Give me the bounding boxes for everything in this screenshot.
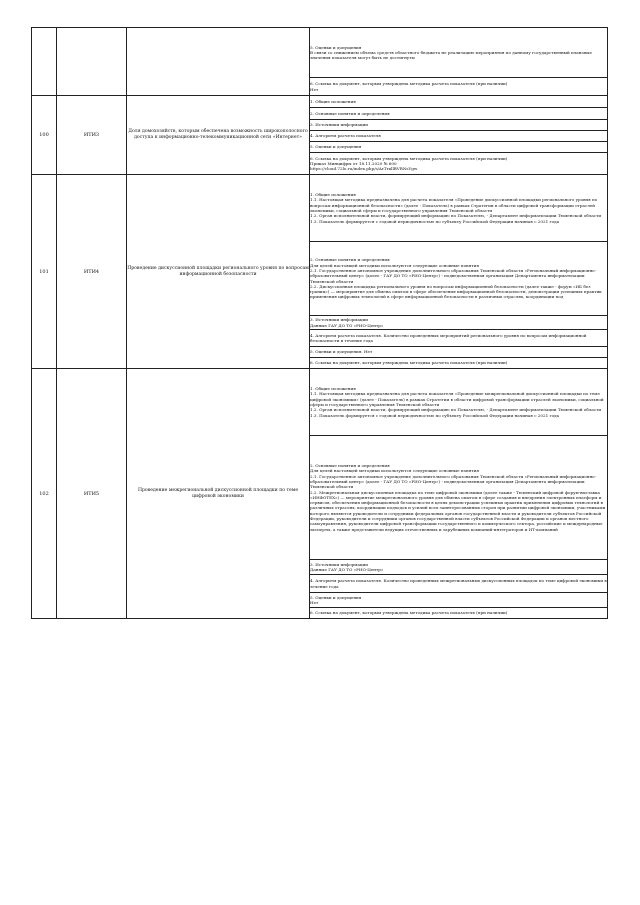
section-text: 4. Алгоритм расчета показателя [310, 133, 381, 139]
section-text: 3. Источники информации [310, 122, 369, 128]
section-text: 5. Оценки и допущения [310, 44, 362, 50]
section-text: 5. Оценки и допущения [310, 594, 362, 600]
row-number [32, 28, 57, 96]
methodology-section [310, 28, 608, 78]
section-text: 4. Алгоритм расчета показателя. Количество проведенных мероприятий регионального уровня по вопросам информационной безопасности в течение года [310, 332, 587, 343]
indicator-methodology-table [31, 27, 608, 619]
methodology-section [310, 242, 608, 316]
section-text: 1.2. Орган исполнительной власти, формирующий информацию по Показателю, - Департамент информатизации Тюменской области [310, 407, 602, 413]
section-text: https://cloud.72lo.ru/index.php/s/ArTrnllBVRNsYgw [310, 166, 418, 172]
section-text: 2. Основные понятия и определения [310, 463, 390, 469]
section-text: 2. Основные понятия и определения [310, 110, 390, 116]
methodology-section [310, 175, 608, 242]
section-text: 2.2. Межрегиональная дискуссионная площадка по теме цифровой экономики (далее также - Тюменский цифровой форум-выставка «ИНФОТЕХ») — мероприятие межрегионального уровня для обмена опытом в сфере создания и внедрения электронных платформ и сервисов, обеспечения информационной безопасности в целях демонстрации успешных практик применения цифровых технологий в различных отраслях, координации подходов и усилий всех заинтересованных сторон при развитии цифровой экономики, участниками которого являются руководители и сотрудники федеральных органов государственной власти и руководители субъектов Российской Федерации, руководители и сотрудники органов государственной власти субъектов Российской Федерации и органов местного самоуправления, руководители цифровой трансформации государственного и коммерческого сектора, российские и международные эксперты, а также представители ведущих отечественных и зарубежных компаний-интеграторов и ИТ-компаний [310, 489, 606, 532]
section-text: 5. Оценки и допущения [310, 144, 362, 150]
table-row [32, 96, 608, 108]
section-text: 1. Общие положения [310, 192, 356, 198]
methodology-section [310, 78, 608, 96]
methodology-section [310, 369, 608, 436]
section-text: 6. Ссылка на документ, которым утверждена методика расчета показателя (при наличии) [310, 360, 508, 366]
methodology-section [310, 347, 608, 358]
indicator-name: Доля домохозяйств, которым обеспечена возможность широкополосного доступа к информационно-телекоммуникационной сети «Интернет» [127, 96, 310, 175]
section-text: 1.1. Настоящая методика предназначена для расчета показателя «Проведение дискуссионной площадки регионального уровня по вопросам информационной безопасности» (далее - Показатель) в рамках Стратегии в области цифровой трансформации отраслей экономики, социальной сферы и государственного управления Тюменской области [310, 197, 598, 213]
section-text: Данные ГАУ ДО ТО «РИО-Центр» [310, 567, 384, 572]
methodology-section [310, 108, 608, 120]
section-text: Данные ГАУ ДО ТО «РИО-Центр» [310, 322, 384, 328]
section-text: 2.2. Дискуссионная площадка регионального уровня по вопросам информационной безопасности (далее также - форум «ИБ без границ») — мероприятие для обмена опытом в сфере обеспечения информационной безопасности, демонстрации успешных практик применения цифровых технологий в сфере информационной безопасности в различных отраслях, координации под [310, 283, 602, 300]
methodology-section [310, 96, 608, 108]
section-text: 6. Ссылка на документ, которым утверждена методика расчета показателя (при наличии) [310, 155, 508, 161]
row-number: 102 [32, 369, 57, 619]
section-text: В связи со снижением объема средств областного бюджета не реализацию мероприятия по данному государственный плановые значения показателя могут быть не достигнуты [310, 49, 592, 61]
indicator-code: ИТИ4 [57, 175, 127, 369]
section-text: 1.3. Показатель формируется с годовой периодичностью по субъекту Российской Федерации начиная с 2021 года [310, 218, 560, 224]
section-text: Нет [310, 600, 319, 605]
section-text: 4. Алгоритм расчета показателя. Количество проведенных межрегиональных дискуссионных площадок по теме цифровой экономики в течение года [310, 578, 607, 589]
methodology-section [310, 142, 608, 153]
indicator-name: Проведение межрегиональной дискуссионной площадки по теме цифровой экономики [127, 369, 310, 619]
section-text: 2.1. Государственное автономное учреждение дополнительного образования Тюменской области «Региональный информационно-образовательный центр» (далее - ГАУ ДО ТО «РИО-Центр») - подведомственная организация Департамента информатизации Тюменской области [310, 473, 597, 490]
methodology-section [310, 358, 608, 369]
row-number: 100 [32, 96, 57, 175]
section-text: Для целей настоящей методики используются следующие основные понятия [310, 468, 479, 474]
methodology-section [310, 120, 608, 131]
table-row [32, 28, 608, 78]
methodology-section [310, 436, 608, 560]
table-row [32, 175, 608, 242]
methodology-section [310, 131, 608, 142]
section-text: 6. Ссылка на документ, которым утверждена методика расчета показателя (при наличии) [310, 81, 508, 87]
indicator-name: Проведение дискуссионной площадки регионального уровня по вопросам информационной безопасности [127, 175, 310, 369]
section-text: 1.1. Настоящая методика предназначена для расчета показателя «Проведение межрегиональной дискуссионной площадки по теме цифровой экономики» (далее - Показатель) в рамках Стратегии в области цифровой трансформации отраслей экономики, социальной сферы и государственного управления Тюменской области [310, 391, 604, 407]
section-text: 1. Общие положения [310, 386, 356, 392]
methodology-section [310, 575, 608, 593]
table-row [32, 369, 608, 436]
indicator-name [127, 28, 310, 96]
methodology-section [310, 560, 608, 575]
section-text: 2.1. Государственное автономное учреждение дополнительного образования Тюменской области «Региональный информационно-образовательный центр» (далее - ГАУ ДО ТО «РИО-Центр») - подведомственная организация Департамента информатизации Тюменской области [310, 267, 597, 284]
section-text: 3. Источники информации [310, 317, 369, 323]
section-text: 1.2. Орган исполнительной власти, формирующий информацию по Показателю, - Департамент информатизации Тюменской области [310, 213, 602, 219]
section-text: Приказ Минцифры от 18.11.2020 № 600 [310, 160, 397, 166]
methodology-section [310, 330, 608, 347]
indicator-code [57, 28, 127, 96]
methodology-section [310, 316, 608, 330]
indicator-code: ИТИ5 [57, 369, 127, 619]
section-text: 3. Источники информации [310, 561, 369, 567]
section-text: Нет [310, 86, 319, 92]
row-number: 101 [32, 175, 57, 369]
methodology-section [310, 593, 608, 608]
methodology-section [310, 608, 608, 619]
methodology-section [310, 153, 608, 175]
section-text: 6. Ссылка на документ, которым утверждена методика расчета показателя (при наличии) [310, 610, 508, 616]
section-text: 1.3. Показатель формируется с годовой периодичностью по субъекту Российской Федерации начиная с 2021 года [310, 412, 560, 418]
indicator-code: ИТИ3 [57, 96, 127, 175]
section-text: 5. Оценки и допущения. Нет [310, 349, 373, 355]
section-text: 2. Основные понятия и определения [310, 257, 390, 263]
section-text: 1. Общие положения [310, 98, 356, 104]
section-text: Для целей настоящей методики используются следующие основные понятия [310, 262, 479, 268]
